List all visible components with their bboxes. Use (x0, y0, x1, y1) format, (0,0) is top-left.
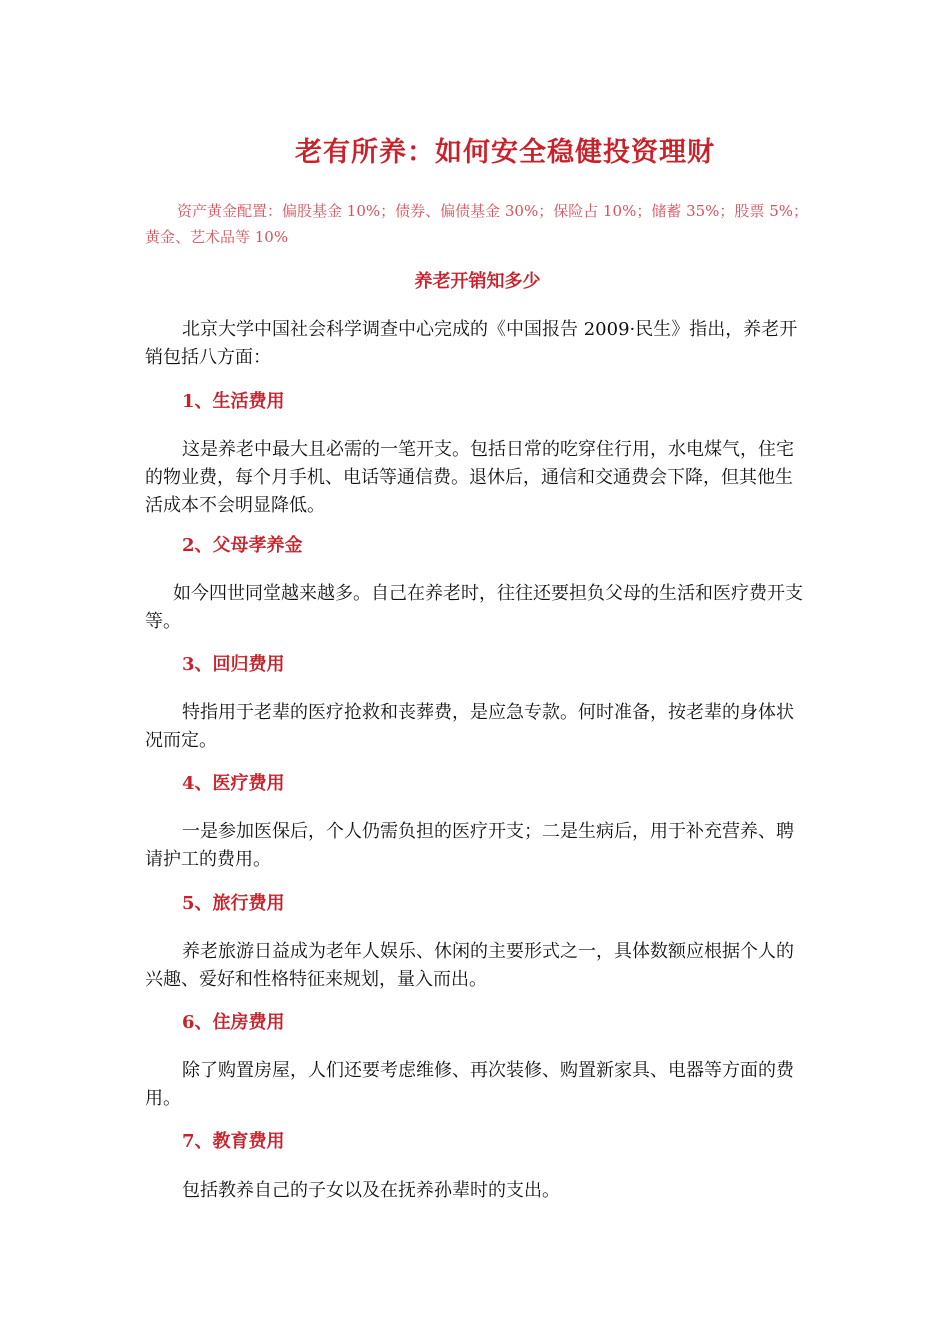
asset-allocation-text: 资产黄金配置：偏股基金 10%；债券、偏债基金 30%；保险占 10%；储蓄 35%；股票 5%；黄金、艺术品等 10% (145, 202, 808, 246)
item-heading-return: 3、回归费用 (182, 654, 285, 675)
item-heading-housing: 6、住房费用 (182, 1012, 285, 1033)
item-body-housing: 除了购置房屋，人们还要考虑维修、再次装修、购置新家具、电器等方面的费用。 (145, 1060, 794, 1109)
item-body-parents: 如今四世同堂越来越多。自己在养老时，往往还要担负父母的生活和医疗费开支等。 (145, 583, 803, 632)
item-heading-parents: 2、父母孝养金 (182, 535, 303, 556)
item-heading-medical: 4、医疗费用 (182, 773, 285, 794)
item-body-education: 包括教养自己的子女以及在抚养孙辈时的支出。 (182, 1180, 560, 1201)
item-heading-living: 1、生活费用 (182, 391, 285, 412)
item-body-medical: 一是参加医保后，个人仍需负担的医疗开支；二是生病后，用于补充营养、聘请护工的费用。 (145, 821, 794, 870)
intro-paragraph: 北京大学中国社会科学调查中心完成的《中国报告 2009·民生》指出，养老开销包括八方面： (145, 319, 798, 368)
item-heading-education: 7、教育费用 (182, 1131, 285, 1152)
page-title: 老有所养：如何安全稳健投资理财 (295, 137, 715, 168)
item-body-travel: 养老旅游日益成为老年人娱乐、休闲的主要形式之一，具体数额应根据个人的兴趣、爱好和性格特征来规划，量入而出。 (145, 941, 794, 990)
item-body-return: 特指用于老辈的医疗抢救和丧葬费，是应急专款。何时准备，按老辈的身体状况而定。 (145, 702, 794, 751)
section-title: 养老开销知多少 (414, 271, 541, 292)
item-body-living: 这是养老中最大且必需的一笔开支。包括日常的吃穿住行用，水电煤气，住宅的物业费，每个月手机、电话等通信费。退休后，通信和交通费会下降，但其他生活成本不会明显降低。 (145, 439, 794, 516)
item-heading-travel: 5、旅行费用 (182, 893, 285, 914)
